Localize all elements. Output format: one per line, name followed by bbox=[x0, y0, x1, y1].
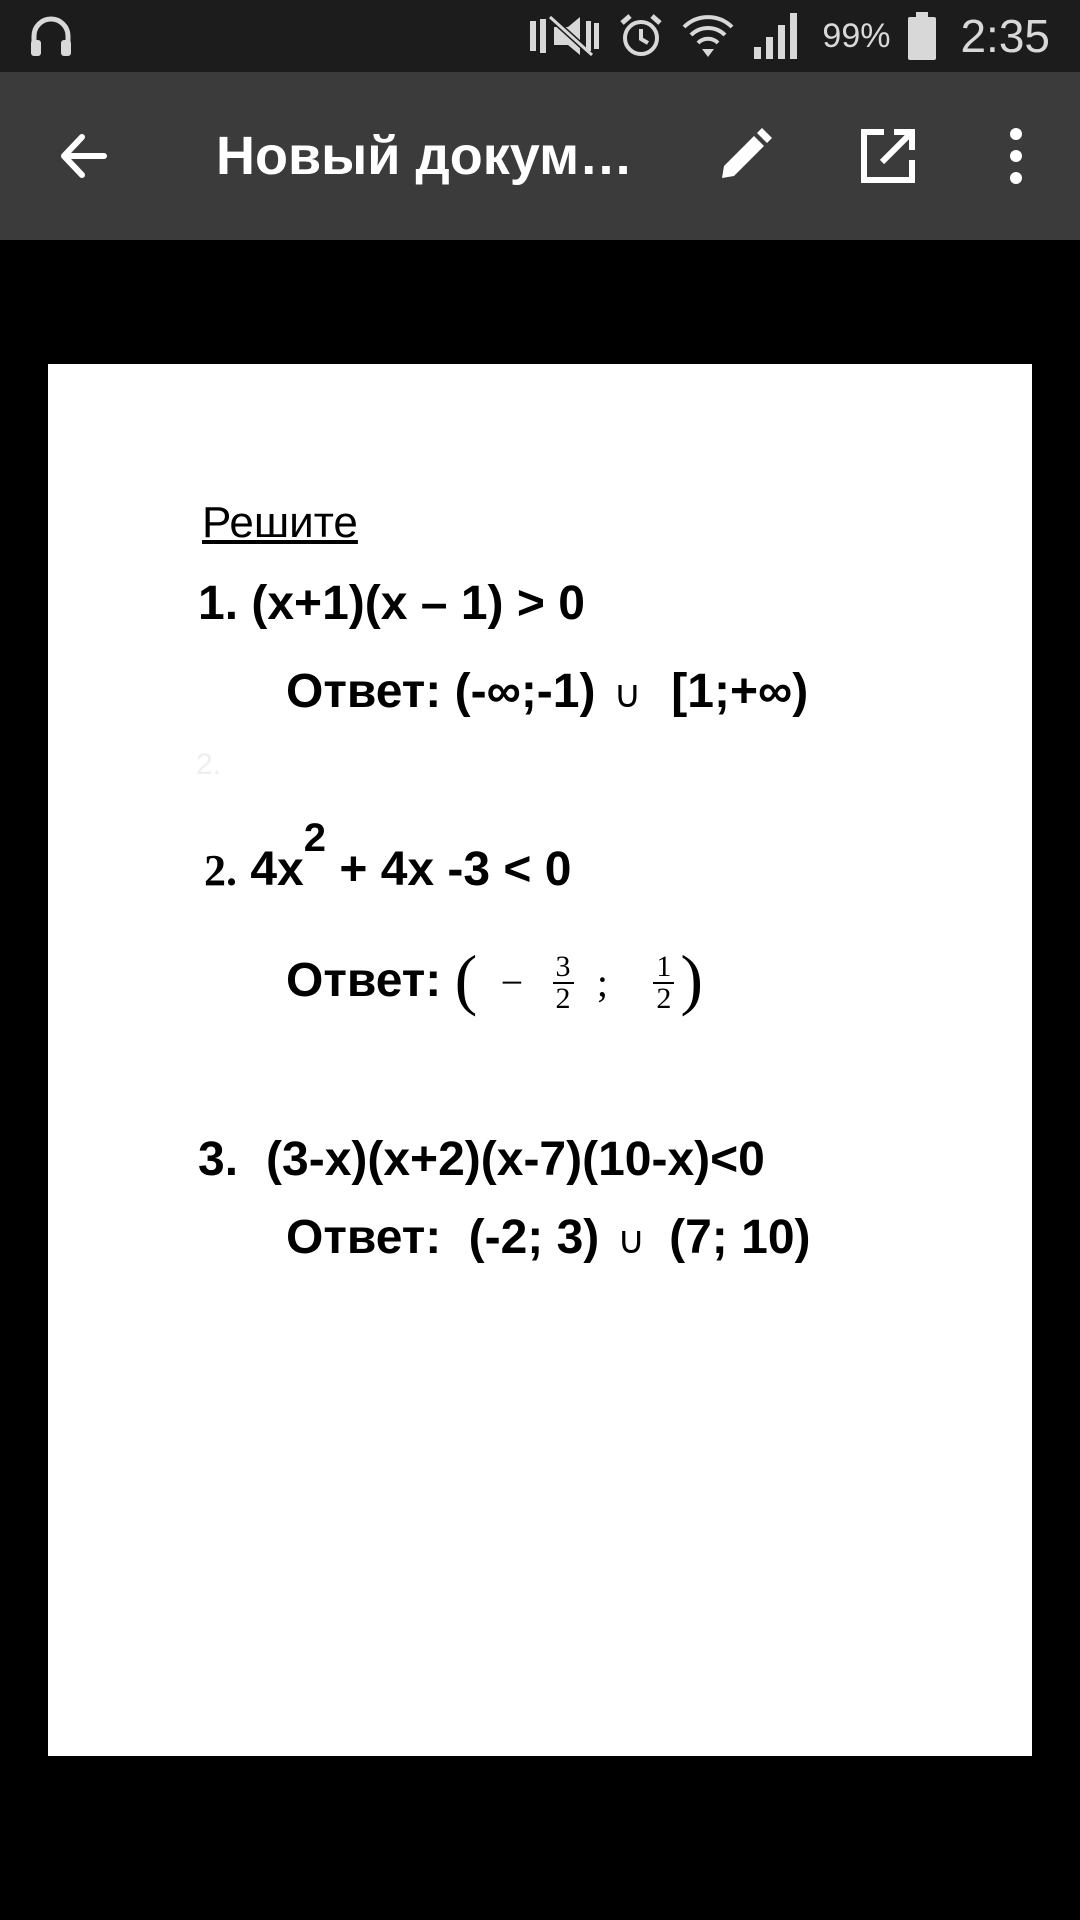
union-symbol: ∪ bbox=[617, 1218, 646, 1262]
doc-heading: Решите bbox=[202, 498, 358, 547]
union-symbol: ∪ bbox=[613, 672, 642, 716]
clock: 2:35 bbox=[960, 10, 1050, 62]
fraction-numerator: 1 bbox=[653, 952, 674, 984]
problem-3 bbox=[198, 1132, 765, 1187]
exponent: 2 bbox=[303, 816, 326, 860]
headphones-icon bbox=[28, 14, 74, 58]
problem-2 bbox=[204, 816, 572, 897]
answer-label: Ответ: bbox=[286, 954, 442, 1007]
problem-number: 3. bbox=[198, 1133, 239, 1186]
wifi-icon bbox=[682, 11, 734, 61]
answer-part: (-2; 3) bbox=[468, 1211, 600, 1264]
open-paren: ( bbox=[454, 941, 478, 1017]
alarm-icon bbox=[618, 13, 664, 59]
minus-sign: − bbox=[500, 960, 524, 1005]
answer-part: (7; 10) bbox=[669, 1211, 811, 1264]
battery-icon bbox=[908, 12, 936, 60]
problem-1 bbox=[198, 576, 585, 631]
problem-expression: (3-x)(x+2)(x-7)(10-x)<0 bbox=[266, 1133, 765, 1186]
fraction-denominator: 2 bbox=[656, 982, 672, 1016]
problem-expression-rest: + 4x -3 < 0 bbox=[325, 843, 572, 896]
status-bar bbox=[0, 0, 1080, 72]
answer-label: Ответ: bbox=[286, 665, 442, 718]
answer-1 bbox=[286, 664, 808, 719]
edit-pencil-icon[interactable] bbox=[712, 124, 776, 188]
answer-label: Ответ: bbox=[286, 1211, 442, 1264]
close-paren: ) bbox=[680, 941, 703, 1017]
ghost-text: 2. bbox=[196, 748, 222, 781]
document-page[interactable] bbox=[48, 364, 1032, 1756]
separator: ; bbox=[596, 960, 608, 1005]
back-arrow-icon[interactable] bbox=[52, 124, 116, 188]
answer-2 bbox=[286, 934, 703, 1017]
battery-percent: 99% bbox=[822, 16, 891, 55]
problem-number: 2. bbox=[204, 846, 237, 895]
open-external-icon[interactable] bbox=[856, 124, 920, 188]
problem-expression-base: 4x bbox=[250, 843, 304, 896]
problem-number: 1. bbox=[198, 577, 239, 630]
more-vert-icon[interactable] bbox=[1000, 124, 1032, 188]
answer-part: (-∞;-1) bbox=[454, 665, 596, 718]
app-bar bbox=[0, 72, 1080, 240]
fraction bbox=[553, 952, 574, 1014]
fraction-denominator: 2 bbox=[555, 982, 571, 1016]
signal-icon bbox=[752, 11, 804, 61]
document-title: Новый докум… bbox=[216, 126, 634, 186]
fraction bbox=[653, 952, 674, 1014]
answer-3 bbox=[286, 1210, 811, 1265]
problem-expression: (x+1)(x – 1) > 0 bbox=[251, 577, 585, 630]
answer-part: [1;+∞) bbox=[671, 665, 809, 718]
mute-icon bbox=[528, 13, 600, 59]
fraction-numerator: 3 bbox=[553, 952, 574, 984]
